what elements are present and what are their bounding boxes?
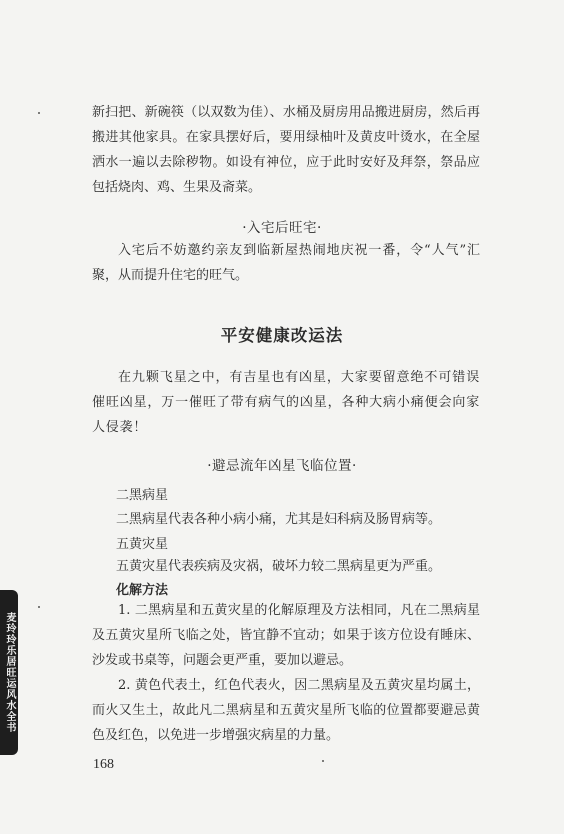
margin-dot bbox=[38, 112, 40, 114]
margin-dot bbox=[38, 606, 40, 608]
paragraph-after-moving-in: 入宅后不妨邀约亲友到临新屋热闹地庆祝一番，令“人气”汇聚，从而提升住宅的旺气。 bbox=[92, 243, 480, 283]
margin-dot bbox=[322, 760, 324, 762]
method-item-1: 1. 二黑病星和五黄灾星的化解原理及方法相同，凡在二黑病星及五黄灾星所飞临之处，皆宜静不宜动；如果于该方位设有睡床、沙发或书桌等，问题会更严重，要加以避忌。 bbox=[92, 603, 480, 668]
section-title: 平安健康改运法 bbox=[220, 326, 344, 345]
page-number: 168 bbox=[93, 757, 114, 772]
subheading-avoid-stars: ·避忌流年凶星飞临位置· bbox=[207, 458, 357, 474]
subheading-after-moving-in: ·入宅后旺宅· bbox=[242, 220, 322, 236]
star1-title: 二黑病星 bbox=[116, 488, 169, 503]
method-title: 化解方法 bbox=[116, 583, 169, 598]
star2-description: 五黄灾星代表疾病及灾祸，破坏力较二黑病星更为严重。 bbox=[116, 559, 442, 574]
star1-description: 二黑病星代表各种小病小痛，尤其是妇科病及肠胃病等。 bbox=[116, 512, 442, 527]
book-side-tab: 麦玲玲乐居旺运风水全书 bbox=[0, 590, 18, 755]
star2-title: 五黄灾星 bbox=[116, 537, 169, 552]
method-item-2: 2. 黄色代表土，红色代表火，因二黑病星及五黄灾星均属土，而火又生土，故此凡二黑病星和五黄灾星所飞临的位置都要避忌黄色及红色，以免进一步增强灾病星的力量。 bbox=[92, 678, 480, 743]
paragraph-flying-stars: 在九颗飞星之中，有吉星也有凶星，大家要留意绝不可错误催旺凶星，万一催旺了带有病气的凶星，各种大病小痛便会向家人侵袭！ bbox=[92, 370, 480, 435]
paragraph-moving-in: 新扫把、新碗筷（以双数为佳）、水桶及厨房用品搬进厨房，然后再搬进其他家具。在家具摆好后，要用绿柚叶及黄皮叶烫水，在全屋洒水一遍以去除秽物。如设有神位，应于此时安好及拜祭，祭品应包括烧肉、鸡、生果及斋菜。 bbox=[92, 105, 480, 195]
